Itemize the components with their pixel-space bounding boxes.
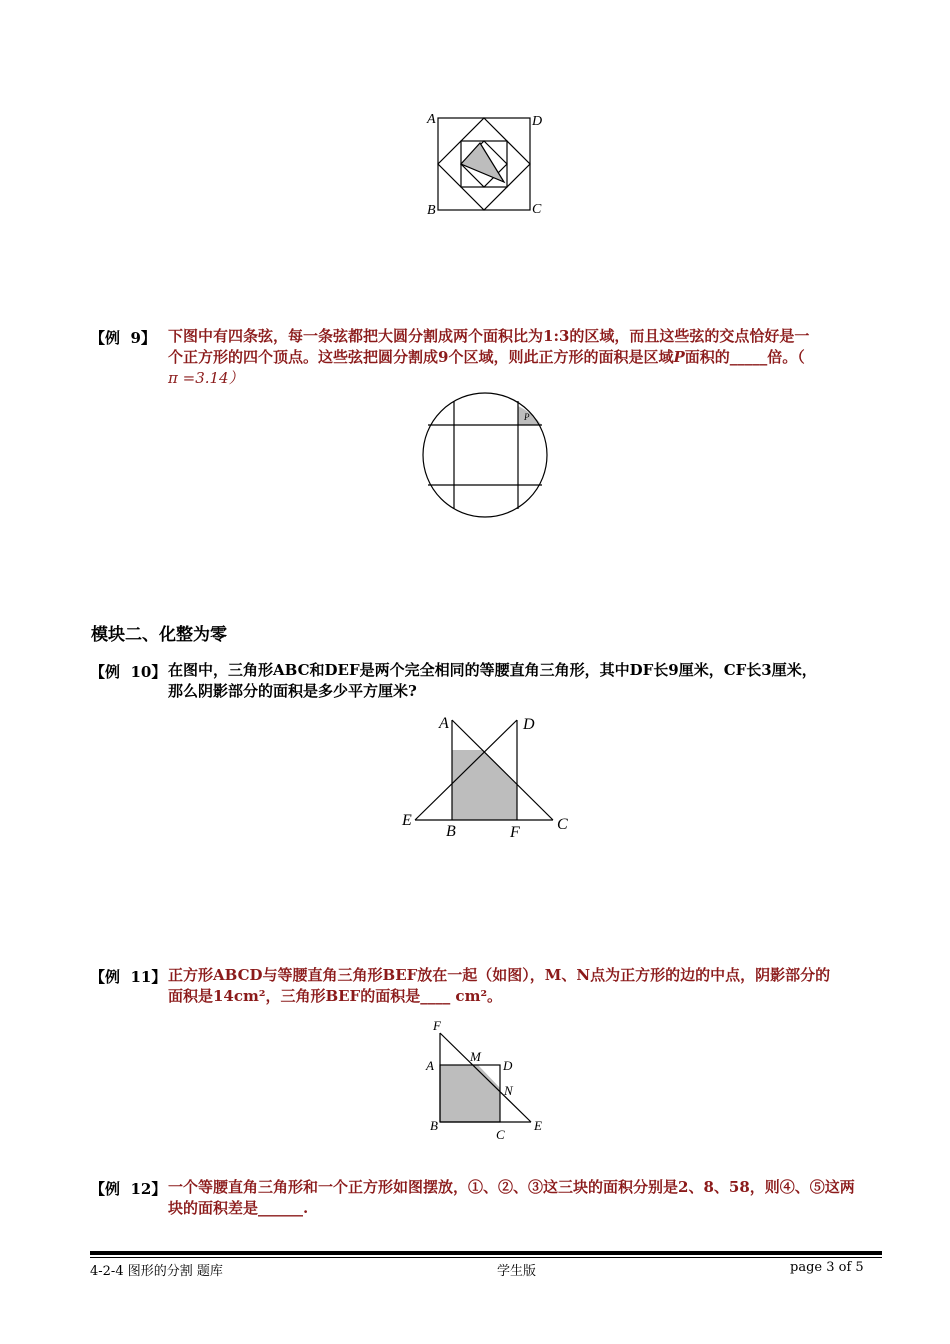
footer-right: page 3 of 5 [790,1260,864,1275]
label-f: F [510,824,520,841]
example-9-line-3: π =3.14） [168,369,244,387]
footer-left: 4-2-4 图形的分割 题库 [90,1264,223,1279]
label-m: M [470,1049,481,1064]
example-10-line-2: 那么阴影部分的面积是多少平方厘米? [168,682,417,700]
example-9-label: 【例 9】 [90,329,156,347]
label-d: D [503,1058,513,1073]
label-a: A [439,715,449,732]
figure-circle-chords [415,385,555,525]
example-12-line-2: 块的面积差是______. [168,1199,309,1217]
footer-rule-thick [90,1251,882,1255]
label-b: B [427,203,436,218]
label-a: A [426,1058,434,1073]
example-11-label: 【例 11】 [90,968,167,986]
example-10-line-1: 在图中，三角形ABC和DEF是两个完全相同的等腰直角三角形，其中DF长9厘米，CF长3厘米， [168,661,817,679]
label-e: E [534,1118,542,1133]
footer-center: 学生版 [497,1264,537,1279]
label-c: C [496,1127,505,1142]
example-12-text [168,1177,888,1219]
label-d: D [532,114,543,129]
label-f: F [433,1018,441,1033]
example-11-line-1: 正方形ABCD与等腰直角三角形BEF放在一起（如图），M、N点为正方形的边的中点，阴影部分的 [168,966,831,984]
label-b: B [430,1118,438,1133]
region-p-label: P [524,412,530,422]
figure-nested-squares [420,105,550,220]
figure-square-triangle [420,1015,550,1145]
label-c: C [532,202,542,217]
section-title: 模块二、化整为零 [91,625,227,645]
example-11-line-2: 面积是14cm²，三角形BEF的面积是____ cm²。 [168,987,503,1005]
label-a: A [427,112,436,127]
label-e: E [402,812,412,829]
example-10-label: 【例 10】 [90,663,167,681]
label-c: C [557,816,568,833]
example-12-line-1: 一个等腰直角三角形和一个正方形如图摆放，①、②、③这三块的面积分别是2、8、58，则④、⑤这两 [168,1178,855,1196]
example-9-text [168,326,888,389]
label-b: B [446,823,456,840]
example-9-line-2: 个正方形的四个顶点。这些弦把圆分割成9个区域，则此正方形的面积是区域P面积的_____倍。（ [168,348,805,366]
figure-two-triangles [395,710,580,845]
label-d: D [523,716,535,733]
footer-rule-thin [90,1257,882,1258]
example-10-text [168,660,888,702]
example-9-line-1: 下图中有四条弦，每一条弦都把大圆分割成两个面积比为1:3的区域，而且这些弦的交点恰好是一 [168,327,810,345]
example-11-text [168,965,888,1007]
label-n: N [504,1083,513,1098]
example-12-label: 【例 12】 [90,1180,167,1198]
